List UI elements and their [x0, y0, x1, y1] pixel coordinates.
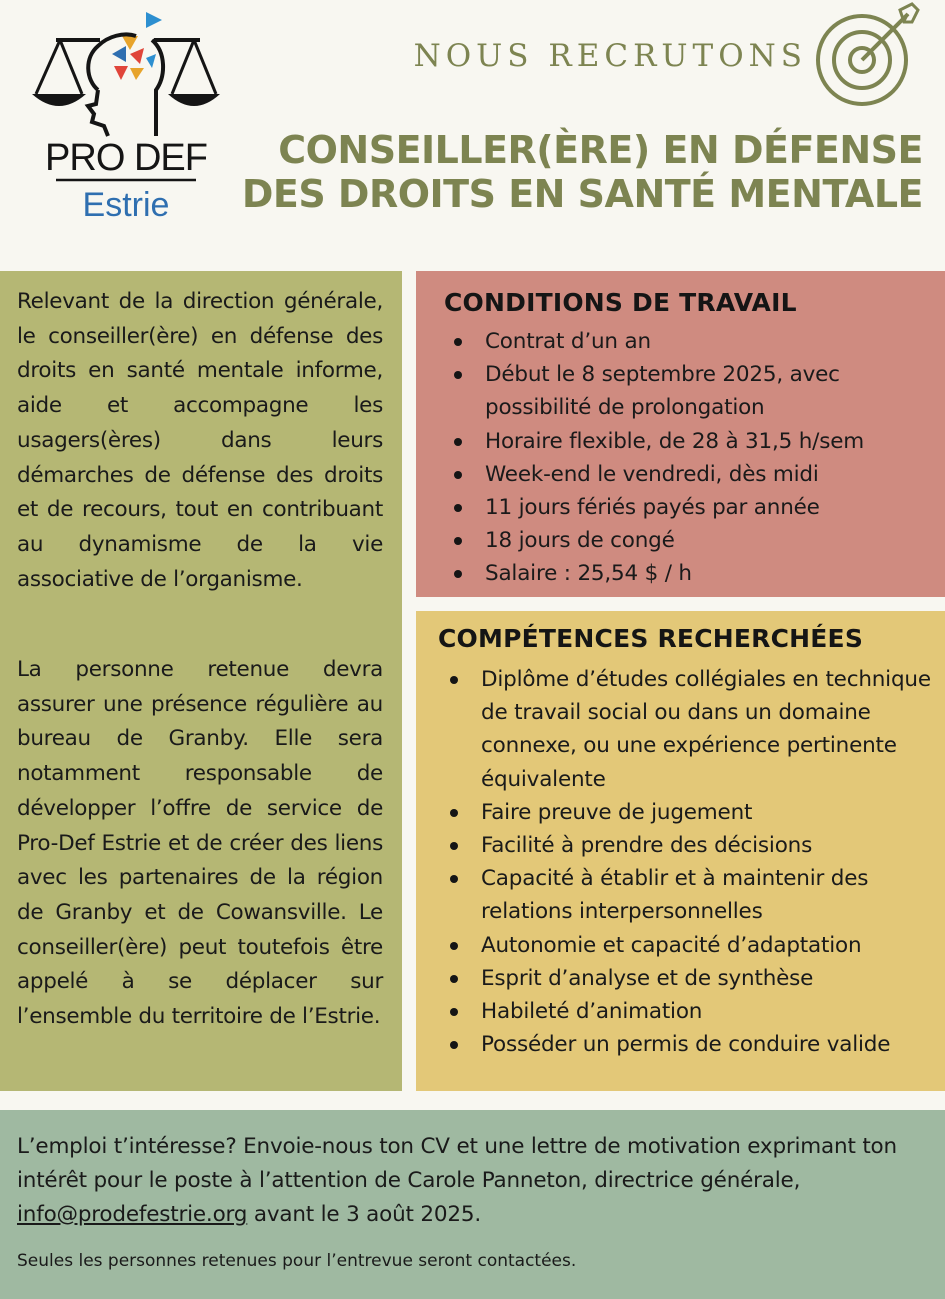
deadline-text: avant le 3 août 2025. [247, 1202, 481, 1227]
list-item: Diplôme d’études collégiales en technique de travail social ou dans un domaine connexe, ou une expérience pertinente équivalente [444, 663, 944, 796]
competences-list [444, 663, 944, 1061]
description-paragraph-2: La personne retenue devra assurer une présence régulière au bureau de Granby. Elle sera notamment responsable de développer l’offre de service de Pro-Def Estrie et de créer des liens avec les partenaires de la région de Granby et de Cowansville. Le conseiller(ère) peut toutefois être appelé à se déplacer sur l’ensemble du territoire de l’Estrie. [17, 657, 383, 1030]
job-title-line1: CONSEILLER(ÈRE) EN DÉFENSE [278, 128, 923, 172]
competences-panel [416, 611, 945, 1091]
job-title-line2: DES DROITS EN SANTÉ MENTALE [241, 172, 923, 216]
list-item: 18 jours de congé [448, 524, 938, 557]
job-title [242, 128, 923, 216]
list-item: Facilité à prendre des décisions [444, 829, 944, 862]
email-link[interactable]: info@prodefestrie.org [17, 1202, 248, 1227]
description-panel [0, 271, 402, 1091]
footer-note: Seules les personnes retenues pour l’entrevue seront contactées. [17, 1251, 577, 1271]
list-item: Esprit d’analyse et de synthèse [444, 962, 944, 995]
description-paragraph-1: Relevant de la direction générale, le conseiller(ère) en défense des droits en santé mentale informe, aide et accompagne les usagers(ères) dans leurs démarches de défense des droits et de recours, tout en contribuant au dynamisme de la vie associative de l’organisme. [17, 289, 383, 592]
logo-text-prodef: PRO DEF [45, 137, 207, 179]
list-item: 11 jours fériés payés par année [448, 491, 938, 524]
conditions-title: CONDITIONS DE TRAVAIL [444, 288, 797, 317]
application-instructions [17, 1130, 927, 1232]
conditions-panel [416, 271, 945, 597]
footer-panel [0, 1110, 945, 1299]
conditions-list [448, 325, 938, 591]
list-item: Début le 8 septembre 2025, avec possibilité de prolongation [448, 358, 938, 424]
list-item: Horaire flexible, de 28 à 31,5 h/sem [448, 425, 938, 458]
instructions-text: L’emploi t’intéresse? Envoie-nous ton CV et une lettre de motivation exprimant ton intérêt pour le poste à l’attention de Carole Panneton, directrice générale, [17, 1134, 897, 1193]
list-item: Habileté d’animation [444, 995, 944, 1028]
logo-text-estrie: Estrie [82, 186, 170, 224]
competences-title: COMPÉTENCES RECHERCHÉES [438, 624, 864, 653]
list-item: Week-end le vendredi, dès midi [448, 458, 938, 491]
recruiting-heading: NOUS RECRUTONS [413, 38, 807, 74]
list-item: Autonomie et capacité d’adaptation [444, 929, 944, 962]
list-item: Posséder un permis de conduire valide [444, 1028, 944, 1061]
list-item: Contrat d’un an [448, 325, 938, 358]
scales-head-icon [28, 10, 228, 225]
list-item: Faire preuve de jugement [444, 796, 944, 829]
target-arrow-icon [812, 0, 924, 110]
prodef-logo [28, 10, 228, 225]
list-item: Salaire : 25,54 $ / h [448, 557, 938, 590]
list-item: Capacité à établir et à maintenir des relations interpersonnelles [444, 862, 944, 928]
